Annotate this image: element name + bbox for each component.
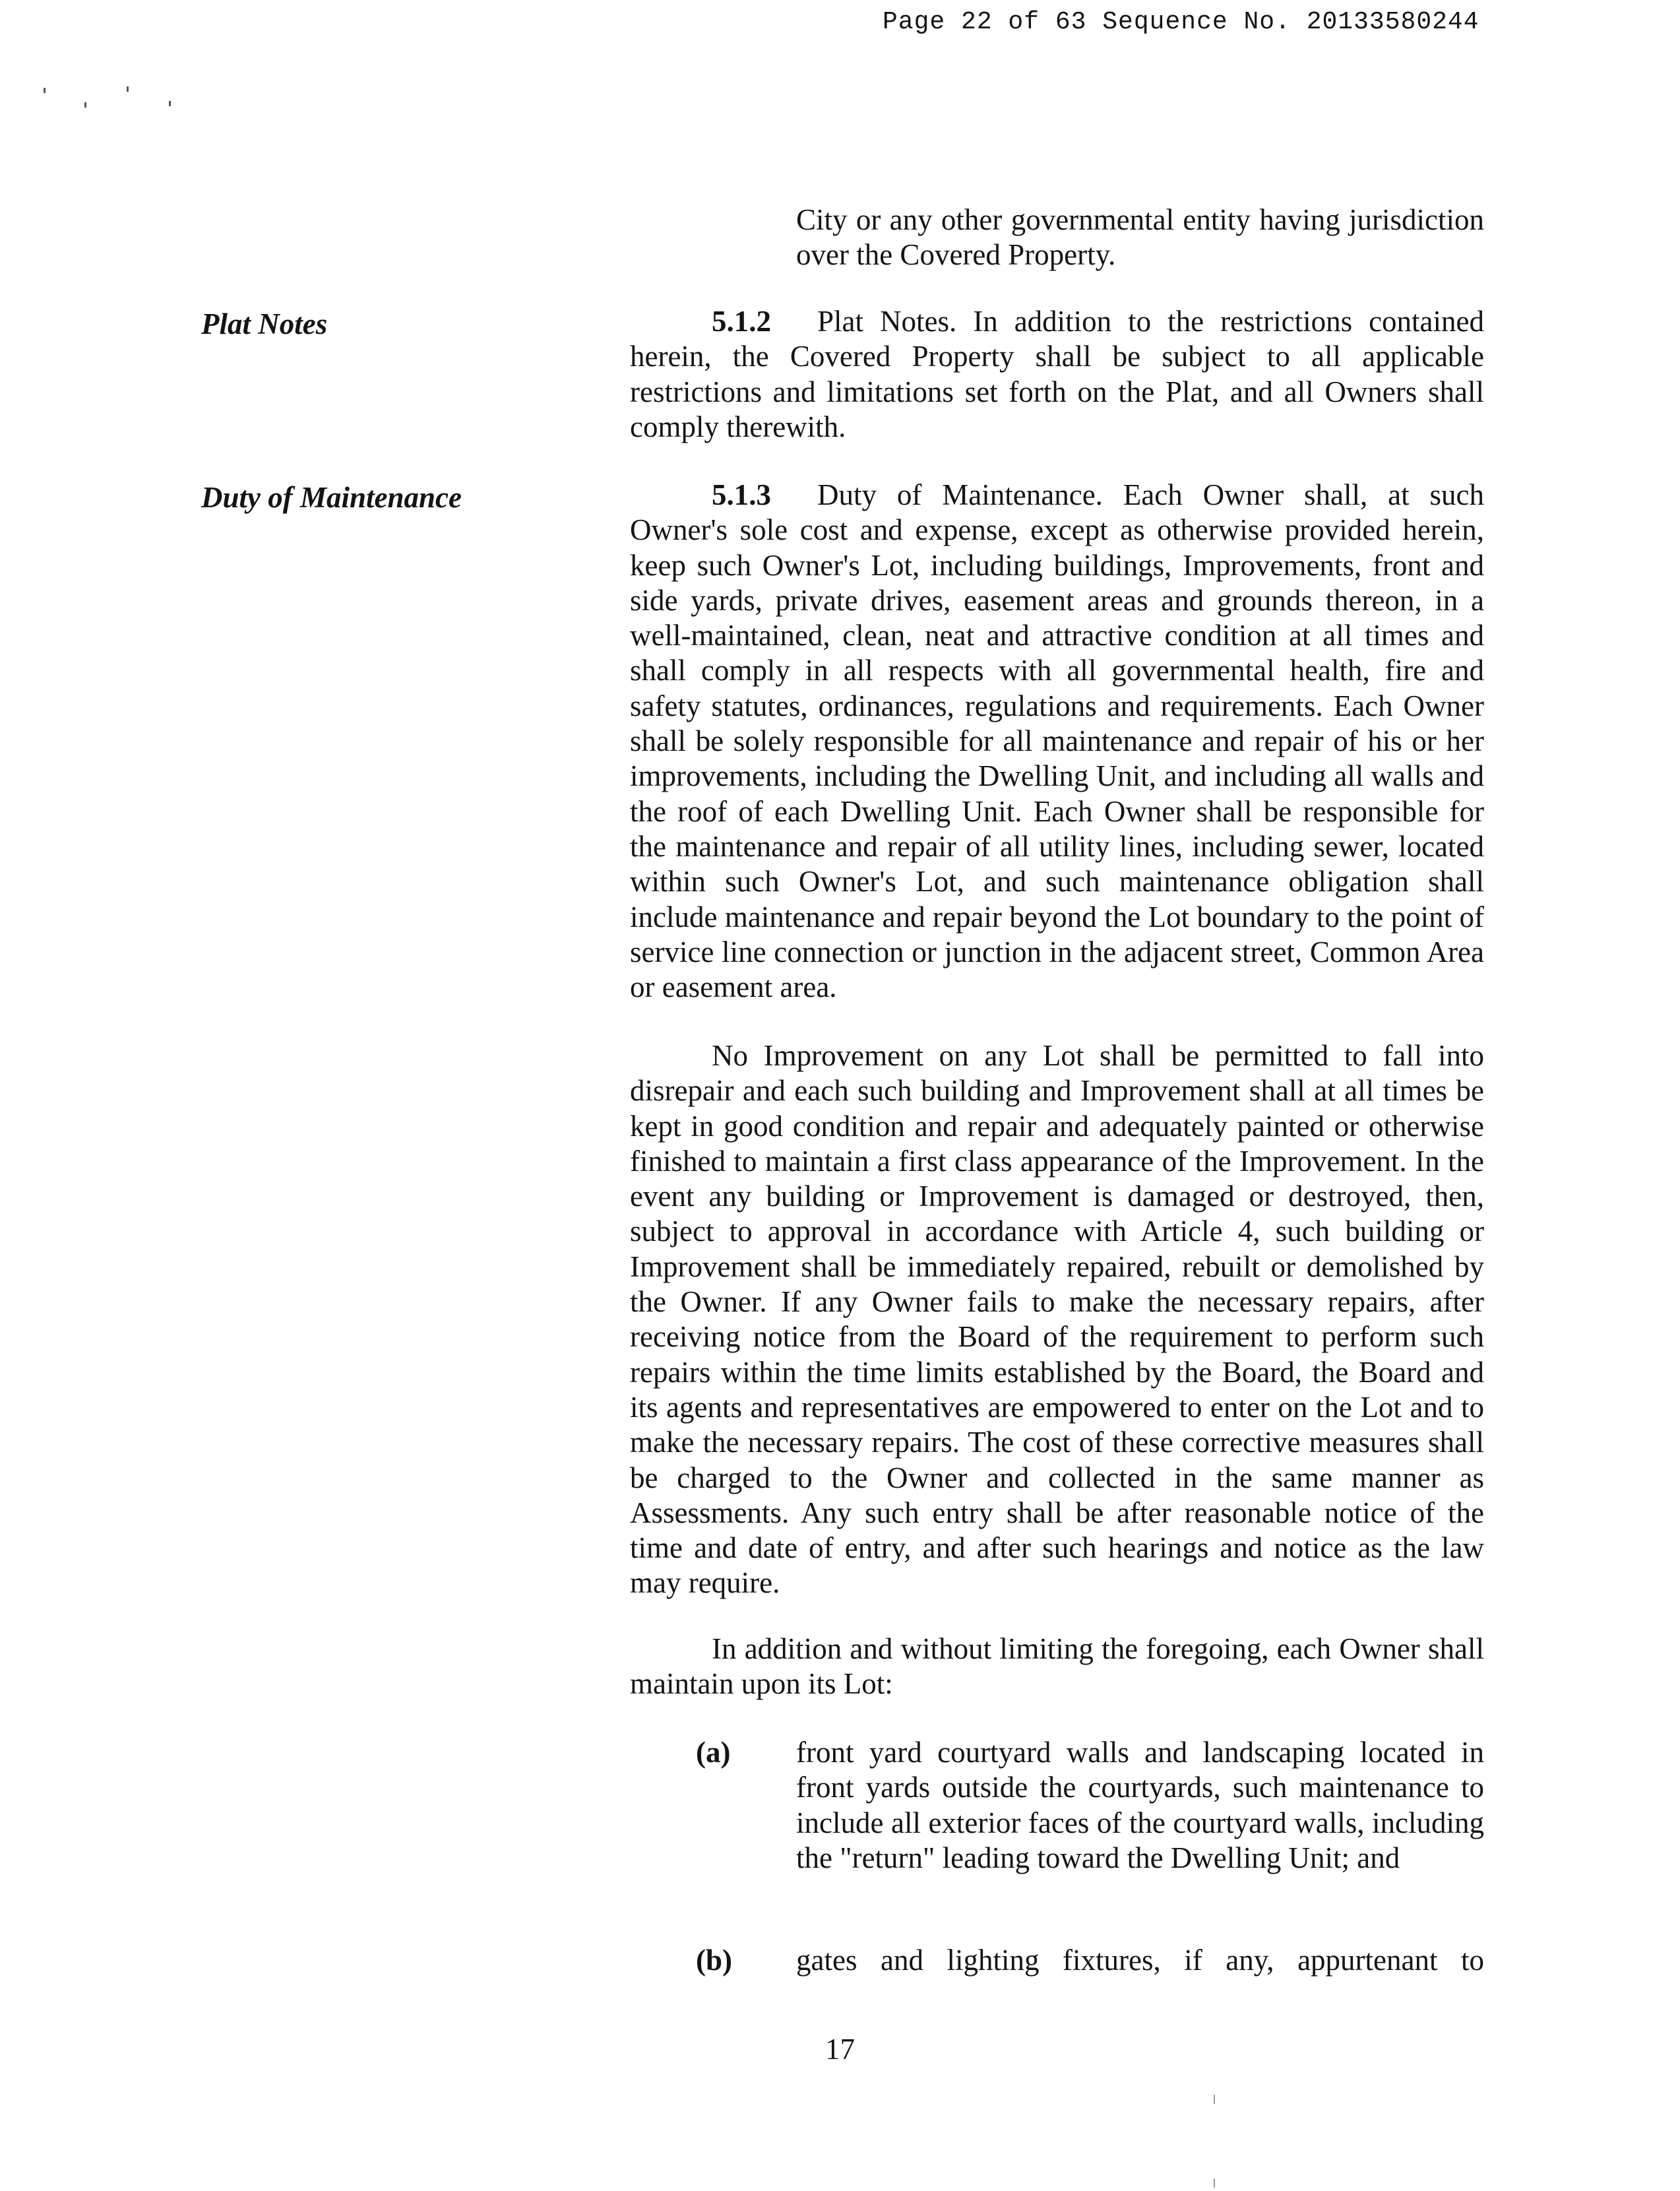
section-number: 5.1.3	[712, 478, 771, 511]
list-item-text: front yard courtyard walls and landscaping located in front yards outside the courtyards, such maintenance to include all exterior faces of the courtyard walls, including the "return" leading toward the Dwelling Unit; and	[796, 1736, 1484, 1874]
scan-mark	[1214, 2178, 1215, 2188]
continued-text: City or any other governmental entity having jurisdiction over the Covered Property.	[796, 203, 1484, 272]
list-item-letter: (b)	[696, 1944, 732, 1977]
section-5-1-2	[630, 304, 1484, 445]
paragraph-in-addition: In addition and without limiting the foregoing, each Owner shall maintain upon its Lot:	[630, 1632, 1484, 1701]
page-number: 17	[825, 2033, 855, 2066]
section-text: Duty of Maintenance. Each Owner shall, at such Owner's sole cost and expense, except as otherwise provided herein, keep such Owner's Lot, including buildings, Improvements, front and side yards, private drives, easement areas and grounds thereon, in a well-maintained, clean, neat and attractive condition at all times and shall comply in all respects with all governmental health, fire and safety statutes, ordinances, regulations and requirements. Each Owner shall be solely responsible for all maintenance and repair of his or her improvements, including the Dwelling Unit, and including all walls and the roof of each Dwelling Unit. Each Owner shall be responsible for the maintenance and repair of all utility lines, including sewer, located within such Owner's Lot, and such maintenance obligation shall include maintenance and repair beyond the Lot boundary to the point of service line connection or junction in the adjacent street, Common Area or easement area.	[630, 478, 1484, 1004]
scan-mark	[1214, 2095, 1215, 2104]
list-item-letter: (a)	[696, 1736, 731, 1769]
paragraph-disrepair: No Improvement on any Lot shall be permitted to fall into disrepair and each such building and Improvement shall at all times be kept in good condition and repair and adequately painted or otherwise finished to maintain a first class appearance of the Improvement. In the event any building or Improvement is damaged or destroyed, then, subject to approval in accordance with Article 4, such building or Improvement shall be immediately repaired, rebuilt or demolished by the Owner. If any Owner fails to make the necessary repairs, after receiving notice from the Board of the requirement to perform such repairs within the time limits established by the Board, the Board and its agents and representatives are empowered to enter on the Lot and to make the necessary repairs. The cost of these corrective measures shall be charged to the Owner and collected in the same manner as Assessments. Any such entry shall be after reasonable notice of the time and date of entry, and after such hearings and notice as the law may require.	[630, 1039, 1484, 1600]
section-5-1-3	[630, 478, 1484, 1005]
scan-specks	[40, 82, 185, 122]
section-number: 5.1.2	[712, 305, 771, 338]
margin-label-duty-of-maintenance: Duty of Maintenance	[201, 481, 462, 514]
page-header: Page 22 of 63 Sequence No. 20133580244	[883, 8, 1479, 36]
section-text: Plat Notes. In addition to the restrictions contained herein, the Covered Property shall be subject to all applicable restrictions and limitations set forth on the Plat, and all Owners shall comply therewith.	[630, 305, 1484, 443]
list-item-text: gates and lighting fixtures, if any, appurtenant to	[796, 1944, 1484, 1977]
margin-label-plat-notes: Plat Notes	[201, 307, 328, 340]
